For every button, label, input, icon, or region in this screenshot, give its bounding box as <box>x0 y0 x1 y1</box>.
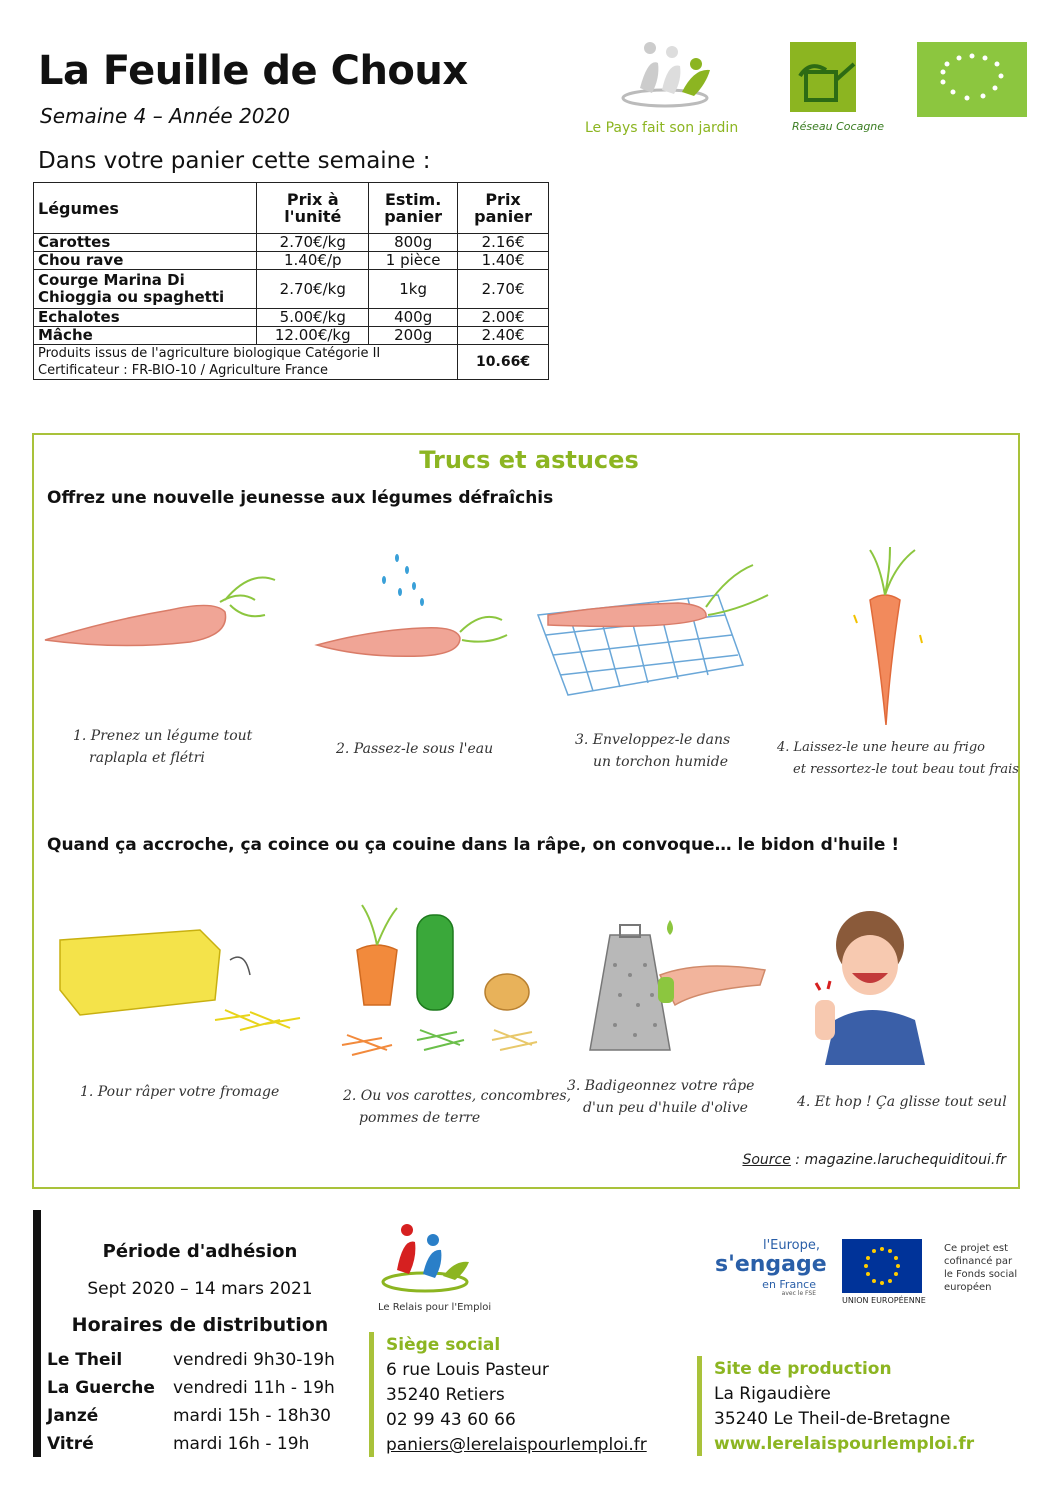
table-row <box>34 270 549 309</box>
siege-line2: 35240 Retiers <box>386 1385 505 1405</box>
step2-1-line1: 1. Pour râper votre fromage <box>80 1084 280 1100</box>
step2-3-line1: 3. Badigeonnez votre râpe <box>567 1078 755 1094</box>
cheese-grating-illustration <box>50 920 310 1040</box>
certification-note <box>34 345 458 380</box>
step1-4-caption <box>777 737 1019 781</box>
pays-jardin-logo <box>610 38 720 118</box>
table-header-row <box>34 183 549 234</box>
adhesion-dates: Sept 2020 – 14 mars 2021 <box>87 1279 313 1299</box>
step1-3-line2: un torchon humide <box>593 754 729 770</box>
basket-table <box>33 182 549 380</box>
row-est: 200g <box>369 327 458 345</box>
row-price: 2.16€ <box>458 234 549 252</box>
row-est: 400g <box>369 309 458 327</box>
step2-4-caption <box>797 1091 1007 1113</box>
schedule-time: mardi 15h - 18h30 <box>173 1406 331 1426</box>
source-label: Source <box>742 1152 791 1168</box>
vegetables-grated-illustration <box>332 900 552 1070</box>
step2-2-caption <box>343 1085 571 1129</box>
step2-1-caption <box>80 1081 279 1103</box>
schedule-city: Le Theil <box>47 1350 123 1370</box>
schedule-time: mardi 16h - 19h <box>173 1434 310 1454</box>
horaires-title: Horaires de distribution <box>71 1314 329 1336</box>
header-basket-price: Prix panier <box>458 183 549 234</box>
site-line1: La Rigaudière <box>714 1384 831 1404</box>
site-website-link[interactable]: www.lerelaispourlemploi.fr <box>714 1434 975 1454</box>
schedule-city: Vitré <box>47 1434 94 1454</box>
row-name: Echalotes <box>34 309 257 327</box>
table-footer-row <box>34 345 549 380</box>
row-name: Courge Marina Di Chioggia ou spaghetti <box>34 270 257 309</box>
eu-flag-icon <box>842 1239 922 1293</box>
row-est: 800g <box>369 234 458 252</box>
europe-engage-fse: avec le FSE <box>781 1290 816 1297</box>
step1-1-line2: raplapla et flétri <box>89 750 205 766</box>
page-title: La Feuille de Choux <box>38 48 468 94</box>
site-heading: Site de production <box>714 1359 892 1379</box>
site-bar <box>697 1356 702 1456</box>
carrot-water-illustration <box>312 550 512 660</box>
schedule-city: Janzé <box>47 1406 99 1426</box>
schedule-city: La Guerche <box>47 1378 155 1398</box>
step1-2-line1: 2. Passez-le sous l'eau <box>336 741 494 757</box>
site-line2: 35240 Le Theil-de-Bretagne <box>714 1409 951 1429</box>
siege-line1: 6 rue Louis Pasteur <box>386 1360 549 1380</box>
row-unit: 2.70€/kg <box>257 234 369 252</box>
step2-4-line1: 4. Et hop ! Ça glisse tout seul <box>797 1094 1007 1110</box>
row-price: 2.70€ <box>458 270 549 309</box>
table-row <box>34 309 549 327</box>
tips-section2-heading: Quand ça accroche, ça coince ou ça couine dans la râpe, on convoque… le bidon d'huile ! <box>47 835 900 855</box>
step2-3-caption <box>567 1075 754 1119</box>
siege-bar <box>369 1332 374 1457</box>
row-est: 1 pièce <box>369 252 458 270</box>
row-unit: 2.70€/kg <box>257 270 369 309</box>
fse-note: Ce projet est cofinancé par le Fonds social européen <box>944 1243 1018 1293</box>
relais-logo <box>375 1220 475 1300</box>
tips-section1-heading: Offrez une nouvelle jeunesse aux légumes défraîchis <box>47 488 554 508</box>
schedule-time: vendredi 9h30-19h <box>173 1350 335 1370</box>
siege-email-link[interactable]: paniers@lerelaispourlemploi.fr <box>386 1435 647 1455</box>
source-value: : magazine.laruchequiditoui.fr <box>790 1152 1006 1168</box>
pays-jardin-label: Le Pays fait son jardin <box>585 120 739 136</box>
step2-2-line1: 2. Ou vos carottes, concombres, <box>343 1088 572 1104</box>
siege-heading: Siège social <box>386 1335 501 1355</box>
carrot-fresh-illustration <box>840 545 930 725</box>
row-est: 1kg <box>369 270 458 309</box>
europe-engage-l: l'Europe, <box>762 1238 820 1253</box>
relais-label: Le Relais pour l'Emploi <box>378 1302 492 1313</box>
row-name: Carottes <box>34 234 257 252</box>
site-block <box>714 1357 974 1457</box>
step1-1-caption <box>73 725 252 769</box>
page-subtitle: Semaine 4 – Année 2020 <box>40 104 290 128</box>
header-estimate: Estim. panier <box>369 183 458 234</box>
basket-total: 10.66€ <box>458 345 549 380</box>
row-unit: 1.40€/p <box>257 252 369 270</box>
step1-1-line1: 1. Prenez un légume tout <box>73 728 253 744</box>
row-price: 2.40€ <box>458 327 549 345</box>
source-credit <box>742 1152 1006 1168</box>
step1-3-line1: 3. Enveloppez-le dans <box>575 732 731 748</box>
siege-block <box>386 1333 647 1458</box>
row-name: Mâche <box>34 327 257 345</box>
basket-heading: Dans votre panier cette semaine : <box>38 148 431 174</box>
happy-person-illustration <box>800 905 940 1065</box>
row-price: 2.00€ <box>458 309 549 327</box>
reseau-cocagne-logo <box>790 42 856 112</box>
reseau-cocagne-label: Réseau Cocagne <box>792 120 885 133</box>
certification-line1: Produits issus de l'agriculture biologique Catégorie II <box>38 346 381 361</box>
step2-3-line2: d'un peu d'huile d'olive <box>583 1100 748 1116</box>
adhesion-title: Période d'adhésion <box>102 1241 298 1262</box>
europe-engage-m: s'engage <box>715 1252 827 1277</box>
eu-label: UNION EUROPÉENNE <box>842 1296 926 1305</box>
carrot-wilted-illustration <box>40 550 280 660</box>
step1-4-line2: et ressortez-le tout beau tout frais <box>793 762 1019 777</box>
schedule-list <box>0 1350 380 1460</box>
step2-2-line2: pommes de terre <box>359 1110 481 1126</box>
step1-4-line1: 4. Laissez-le une heure au frigo <box>777 740 985 755</box>
schedule-time: vendredi 11h - 19h <box>173 1378 335 1398</box>
certification-line2: Certificateur : FR-BIO-10 / Agriculture France <box>38 363 329 378</box>
grater-oil-illustration <box>580 915 770 1055</box>
step1-3-caption <box>575 729 730 773</box>
row-price: 1.40€ <box>458 252 549 270</box>
header-unit-price: Prix à l'unité <box>257 183 369 234</box>
tips-title: Trucs et astuces <box>419 446 639 474</box>
row-unit: 12.00€/kg <box>257 327 369 345</box>
step1-2-caption <box>336 738 493 760</box>
europe-engage-s: en France <box>762 1278 816 1291</box>
eu-organic-logo <box>917 42 1027 117</box>
table-row <box>34 327 549 345</box>
row-name: Chou rave <box>34 252 257 270</box>
europe-engage-logo <box>715 1238 827 1297</box>
header-legumes: Légumes <box>34 183 257 234</box>
row-unit: 5.00€/kg <box>257 309 369 327</box>
carrot-towel-illustration <box>528 545 773 705</box>
siege-phone: 02 99 43 60 66 <box>386 1410 516 1430</box>
table-row <box>34 234 549 252</box>
table-row <box>34 252 549 270</box>
